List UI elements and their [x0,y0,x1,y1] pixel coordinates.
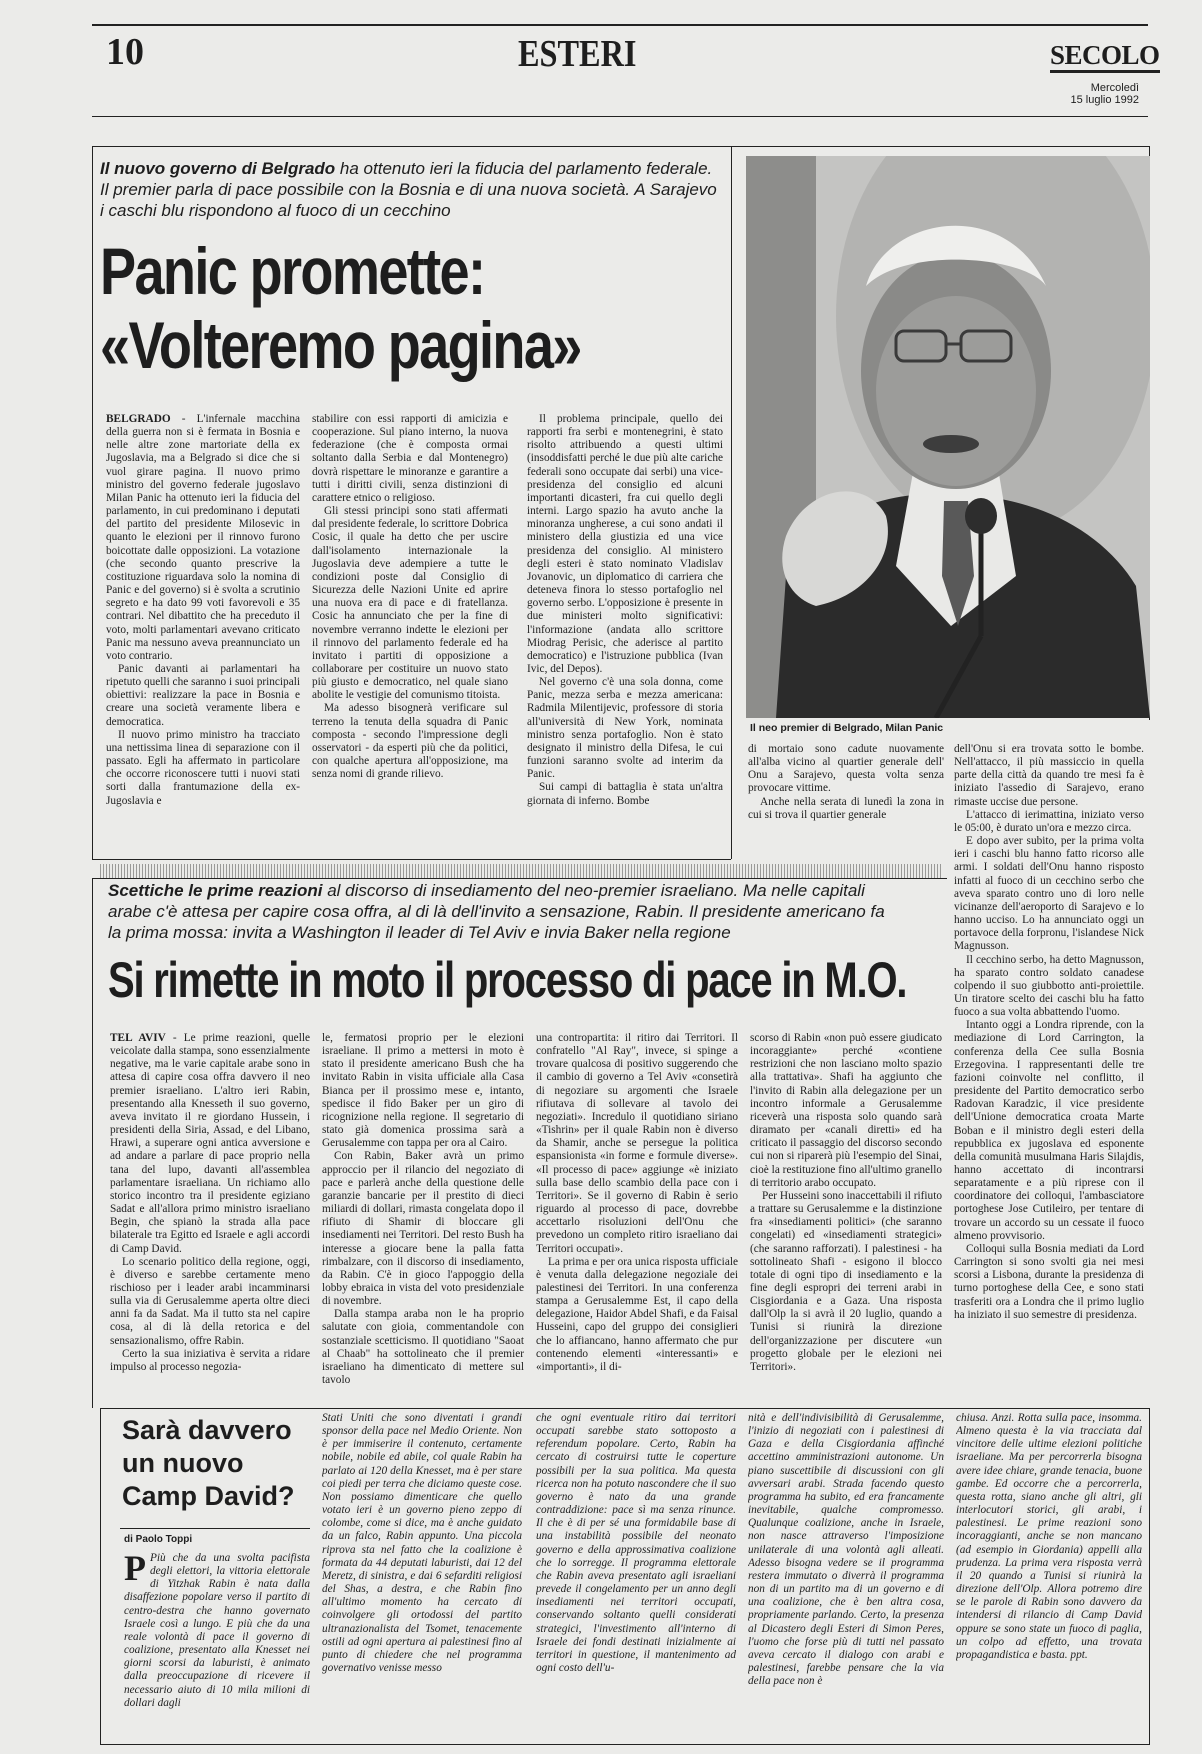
article1-col5-p5: Intanto oggi a Londra riprende, con la mediazione di Lord Carrington, la conferenza della Cee sulla Bosnia Erzegovina. I rappresentanti delle tre fazioni coinvolte nel conflitto, il presidente del Partito democratico serbo Radovan Karadzic, il vice presidente dell'Unione democratica croata Marte Boban e il ministro degli esteri della repubblica ex jugoslava ed esponente della comunità musulmana Haris Silajdis, hanno accettato di incontrarsi separatamente e a più riprese con il coordinatore dei colloqui, l'ambasciatore portoghese Jose Cutileiro, per tentare di trovare un accordo su un cessate il fuoco almeno provvisorio. [954,1019,1144,1242]
commentary-col3-text: che ogni eventuale ritiro dai territori occupati sarebbe stato sottoposto a referendum popolare. Certo, Rabin ha cercato di costruirsi tutte le coperture possibili per la sua politica. Ma questa ricerca non ha potuto nascondere che il suo governo è nato da una grande contraddizione: pace sì ma senza rinunce. Il che è di per sé una formidabile base di una instabilità possibile del neonato governo e della approssimativa coalizione che lo sorregge. Il programma elettorale che Rabin aveva presentato agli israeliani prevede il congelamento per un anno degli insediamenti nei territori occupati, conservando soltanto quelli considerati strategici, l'investimento all'interno di Israele dei fondi destinati inizialmente ai territori in questione, il mantenimento ad ogni costo dell'u- [536,1412,736,1674]
article1-col5-p4: Il cecchino serbo, ha detto Magnusson, ha sparato contro soldato canadese colpendo il suo giubbotto anti-proiettile. Un tiratore scelto dei caschi blu ha fatto fuoco a sua volta abbattendo l'uomo. [954,953,1144,1019]
article1-col5-p3: E dopo aver subito, per la prima volta ieri i caschi blu hanno fatto ricorso alle armi. I soldati dell'Onu hanno risposto infatti al fuoco di un cecchino serbo che aveva sparato contro uno di loro nelle vicinanze dell'aeroporto di Sarajevo e lo hanno ucciso. Lo ha annunciato oggi un portavoce della forpronu, l'islandese Nick Magnusson. [954,835,1144,953]
article2-col3-p2: La prima e per ora unica risposta ufficiale è venuta dalla delegazione negoziale dei palestinesi dei Territori. In una conferenza stampa a Gerusalemme Est, il capo della delegazione, Haidor Abdel Shafi, e da Faisal Husseini, capo del gruppo dei consiglieri che lo affiancano, hanno affermato che pur contenendo elementi «interessanti» e «importanti», il di- [536,1255,738,1373]
article1-col3-p2: Nel governo c'è una sola donna, come Panic, mezza serba e mezza americana: Radmila Milentijevic, professore di storia all'università di New York, nominata ministro senza portafoglio. Non è stato designato il ministro della Difesa, le cui funzioni saranno svolte ad interim da Panic. [527,676,723,781]
article2-column-2 [322,1032,524,1406]
article2-dateline: TEL AVIV [110,1032,166,1044]
commentary-frame-right [1149,1408,1150,1744]
article1-column-4 [748,743,944,853]
article1-column-2 [312,413,508,853]
issue-date: 15 luglio 1992 [1070,94,1139,106]
article1-col1-p1: L'infernale macchina della guerra non si è fermata in Bosnia e nelle altre zone martoriate della ex Jugoslavia, ma a Belgrado si dice che si vuol girare pagina. Il nuovo primo ministro del governo federale jugoslavo Milan Panic ha ottenuto ieri la fiducia del parlamento, in cui predominano i deputati del partito del presidente Milosevic in quanto le elezioni per il rinnovo furono boicottate dalle opposizioni. La votazione (che secondo quanto prescrive la costituzione riguardava solo la nomina di Panic e del governo) si è svolta a scrutinio segreto e ha dato 99 voti favorevoli e 35 contrari. Nel dibattito che ha preceduto il voto, molti parlamentari avevano criticato Panic ma nessuno aveva preannunciato un voto contrario. [106,413,300,662]
article2-col4-p2: Per Husseini sono inaccettabili il rifiuto a trattare su Gerusalemme e la distinzione fra «insediamenti politici» (che saranno congelati) ed «insediamenti strategici» (che saranno rafforzati). I palestinesi - ha sottolineato Shafi - esigono il blocco totale di ogni tipo di insediamento e la fine degli espropri dei terreni arabi in Cisgiordania e a Gaza. Una risposta dall'Olp la si avrà il 20 luglio, quando a Tunisi si riunirà la direzione dell'organizzazione per discutere «un progetto globale per le elezioni nei Territori». [750,1189,942,1373]
article2-col3-p1: una contropartita: il ritiro dai Territori. Il confratello "Al Ray", invece, si spinge a trovare qualcosa di positivo suggerendo che il cambio di governo a Tel Aviv «consetirà di negoziare su argomenti che Israele rifiutava di sollevare al tavolo dei negoziati». Incredulo il quotidiano siriano «Tishrin» per il quale Rabin non è diverso da Shamir, anche se persegue la politica espansionista «in forme e formule diverse». «Il processo di pace» aggiunge «è iniziato sulla base dello scambio della pace con i Territori». Se il governo di Rabin è serio riguardo al processo di pace, dovrebbe accettarlo risoluzioni dell'Onu che prevedono un completo ritiro israeliano dai Territori occupati». [536,1032,738,1255]
article1-kicker-text: ha ottenuto ieri la fiducia del parlamento federale. Il premier parla di pace possibile con la Bosnia e di una nuova società. A Sarajevo i caschi blu rispondono al fuoco di un cecchino [100,159,717,220]
article1-column-3 [527,413,723,853]
commentary-column-3 [536,1412,736,1738]
article1-headline [100,234,686,382]
article1-frame-inner [731,146,732,859]
article2-col1-p1: Le prime reazioni, quelle veicolate dalla stampa, sono essenzialmente negative, ma le varie capitale arabe sono in attesa di capire cosa offra davvero il neo premier israeliano. L'altro ieri Rabin, presentando alla Knesseth il suo governo, aveva invitato il re giordano Hussein, i presidenti della Siria, Assad, e del Libano, Hrawi, a superare ogni antica avversione e ad andare a parlare di pace proprio nella tana del lupo, davanti all'assemblea parlamentare israeliana. Un richiamo allo storico incontro tra il presidente egiziano Sadat e all'allora primo ministro israeliano Begin, che spianò la strada alla pace bilaterale tra Egitto ed Israele e agli accordi di Camp David. [110,1032,310,1255]
article2-kicker-bold: Scettiche le prime reazioni [108,881,323,900]
article2-column-4 [750,1032,942,1406]
article2-col2-p2: Con Rabin, Baker avrà un primo approccio per il rilancio del negoziato di pace e parlerà anche della questione delle garanzie bancarie per il prestito di dieci miliardi di dollari, rimasta congelata dopo il rifiuto di Shamir di bloccare gli insediamenti nei Territori. Del resto Bush ha interesse a giocare bene la palla fatta rimbalzare, con il discorso di insediamento, da Rabin. C'è in gioco l'appoggio della lobby ebraica in vista del voto presidenziale di novembre. [322,1150,524,1308]
commentary-headline: Sarà davvero un nuovo Camp David? [122,1415,295,1511]
article1-column-5 [954,743,1144,1403]
article1-col5-p6: Colloqui sulla Bosnia mediati da Lord Carrington si sono svolti gia nei mesi scorsi a Lisbona, durante la presidenza di turno portoghese della Cee, e sono stati trasferiti ora a Londra che il primo luglio ha iniziato il suo semestre di presidenza. [954,1242,1144,1321]
panic-portrait-illustration [746,156,1150,718]
article2-col2-p3: Dalla stampa araba non le ha proprio salutate con gioia, commentandole con sostanziale scetticismo. Il quotidiano "Saoat al Chaab" ha sottolineato che il premier israeliano ha dimenticato di mettere sul tavolo [322,1308,524,1387]
article2-hatch-band [100,864,942,878]
commentary-frame-bottom [100,1744,1150,1745]
article2-frame-left [92,878,93,1408]
article2-frame-top [92,878,947,879]
commentary-frame-top [100,1408,1150,1409]
article1-col2-p3: Ma adesso bisognerà verificare sul terreno la tenuta della squadra di Panic composta - secondo l'impressione degli osservatori - da esperti più che da politici, con qualche apertura all'opposizione, ma senza nomi di grande rilievo. [312,702,508,781]
article1-col5-p2: L'attacco di ierimattina, iniziato verso le 05:00, è durato un'ora e mezzo circa. [954,808,1144,834]
article2-col1-p3: Certo la sua iniziativa è servita a ridare impulso al processo negozia- [110,1347,310,1373]
newspaper-name: SECOLO [1050,40,1160,73]
article1-col3-p1: Il problema principale, quello dei rapporti fra serbi e montenegrini, è stato risolto attribuendo a questi ultimi (insoddisfatti perché le due più alte cariche federali sono occupate dai serbi) una vice-presidenza del consiglio ed alcuni importanti dicasteri, fra cui quello degli interni. Largo spazio ha avuto anche la minoranza ungherese, a cui sono andati il ministero della giustizia ed una vice presidenza del consiglio. Al ministero degli esteri è stato nominato Vladislav Jovanovic, un diplomatico di carriera che deteneva finora lo stesso portafoglio nel governo serbo. L'opposizione è presente in due ministeri molto significativi: l'informazione (andata allo scrittore Miodrag Perisic, che aderisce al partito democratico) e l'istruzione pubblica (Ivan Ivic, del Depos). [527,413,723,675]
article1-headline-line2: «Volteremo pagina» [100,308,581,382]
article1-frame-left [92,146,93,859]
article1-kicker-bold: Il nuovo governo di Belgrado [100,159,336,178]
newspaper-logo [1050,40,1160,71]
commentary-column-1 [124,1552,310,1738]
article1-col3-p3: Sui campi di battaglia è stata un'altra giornata di inferno. Bombe [527,781,723,807]
article1-col4-p1: di mortaio sono cadute nuovamente all'alba vicino al quartier generale dell' Onu a Sarajevo, questa volta senza provocare vittime. [748,743,944,795]
article1-headline-line1: Panic promette: [100,234,485,308]
article1-col5-p1: dell'Onu si era trovata sotto le bombe. Nell'attacco, il più massiccio in quella parte della città da quando tre mesi fa è iniziato l'assedio di Sarajevo, erano rimaste uccise due persone. [954,743,1144,808]
article2-column-3 [536,1032,738,1406]
article1-kicker [100,158,720,221]
issue-day: Mercoledì [1090,82,1139,94]
photo-caption: Il neo premier di Belgrado, Milan Panic [750,722,944,734]
article1-col2-p1: stabilire con essi rapporti di amicizia e cooperazione. Sul piano interno, la nuova federazione (che è composta ormai soltanto dalla Serbia e dal Montenegro) dovrà rispettare le minoranze e garantire a tutti i diritti civili, senza distinzioni di carattere etnico o religioso. [312,413,508,504]
section-title: ESTERI [518,33,637,75]
article1-col4-p2: Anche nella serata di lunedì la zona in cui si trova il quartier generale [748,795,944,821]
article2-col1-p2: Lo scenario politico della regione, oggi, è diverso e sarebbe certamente meno rischioso per i leader arabi incamminarsi sulla via di Gerusalemme aperta oltre dieci anni fa da Sadat. Ma il tutto sta nel capire cosa, al di là della retorica e del sensazionalismo, offre Rabin. [110,1255,310,1347]
panic-photo [746,156,1150,718]
masthead-rule [92,116,1148,117]
commentary-column-2 [322,1412,522,1738]
article1-dateline: BELGRADO [106,413,171,425]
article1-col1-p2: Panic davanti ai parlamentari ha ripetuto quelli che saranno i suoi principali obiettivi: realizzare la pace in Bosnia e creare una società veramente libera e democratica. [106,662,300,728]
article2-column-1: TEL AVIV - Le prime reazioni, quelle veicolate dalla stampa, sono essenzialmente negative, ma le varie capitale arabe sono in attesa di capire cosa offra davvero il neo premier israeliano. L'altro ieri Rabin, presentando alla Knesseth il suo governo, aveva invitato il re giordano Hussein, i presidenti della Siria, Assad, e del Libano, Hrawi, a superare ogni antica avversione e ad andare a parlare di pace proprio nella tana del lupo, davanti all'assemblea parlamentare israeliana. Un richiamo allo storico incontro tra il presidente egiziano Sadat e all'allora primo ministro israeliano Begin, che spianò la strada alla pace bilaterale tra Egitto ed Israele e agli accordi di Camp David. Lo scenario politico della regione, oggi, è diverso e sarebbe certamente meno rischioso per i leader arabi incamminarsi sulla via di Gerusalemme aperta oltre dieci anni fa da Sadat. Ma il tutto sta nel capire cosa, al di là della retorica e del sensazionalismo, offre Rabin. Certo la sua iniziativa è servita a ridare impulso al processo negozia- [110,1032,310,1373]
article2-headline: Si rimette in moto il processo di pace in M.O. [108,952,907,1008]
article1-frame-top [92,146,1150,147]
article1-frame-bottom [92,859,731,860]
commentary-col1-text: Più che da una svolta pacifista degli elettori, la vittoria elettorale di Yitzhak Rabin è nata dalla disaffezione popolare verso il partito di centro-destra che hanno governato Israele così a lungo. E più che da una reale volontà di pace il governo di coalizione, presentato alla Knesset nei giorni scorsi da laburisti, è animato dalla preoccupazione di ricevere il necessario aiuto di 10 mila milioni di dollari dagli [124,1552,310,1709]
commentary-byline: di Paolo Toppi [124,1534,193,1545]
article2-col4-p1: scorso di Rabin «non può essere giudicato incoraggiante» perché «contiene restrizioni che non lasciano molto spazio alla trattativa». Shafi ha aggiunto che l'invito di Rabin alla delegazione per un incontro informale a Gerusalemme riceverà una risposta solo quando sarà diramato per «canali diretti» ed ha criticato il passaggio del discorso secondo cui non si riparerà più l'esempio del Sinai, cioè la restituzione fino all'ultimo granello di territorio arabo occupato. [750,1032,942,1189]
article2-kicker-text: al discorso di insediamento del neo-premier israeliano. Ma nelle capitali arabe c'è attesa per capire cosa offra, al di là dell'invito a sensazione, Rabin. Il presidente americano fa la prima mossa: invita a Washington il leader di Tel Aviv e invia Baker nella regione [108,881,885,942]
commentary-col4-text: nità e dell'indivisibilità di Gerusalemme, l'inizio di negoziati con i palestinesi di Gaza e della Cisgiordania affinché accettino amministrazioni autonome. Un piano suscettibile di discussioni con gli avversari arabi. Strada facendo questo programma ha subito, ed era francamente inevitabile, qualche compromesso. Qualunque coalizione, anche in Israele, non nasce attraverso l'imposizione unilaterale di una volontà agli alleati. Adesso bisogna vedere se il programma restera immutato o diverrà il programma non di un partito ma di un governo e di una coalizione, che è ben altra cosa, propriamente parlando. Certo, la presenza al Dicastero degli Esteri di Simon Peres, l'uomo che forse più di tutti nel passato aveva cercato il dialogo con arabi e palestinesi, farebbe pensare che la via della pace non è [748,1412,944,1688]
page-number: 10 [106,31,144,73]
top-rule [92,24,1148,26]
commentary-col5-text: chiusa. Anzi. Rotta sulla pace, insomma. Almeno questa è la via tracciata dal vincitore delle ultime elezioni politiche israeliane. Ma per percorrerla bisogna avere idee chiare, grande tenacia, buone gambe. Ed occorre che a percorrerla, questa rotta, siano anche gli altri, gli interlocutori storici, gli arabi, i palestinesi. Le prime reazioni sono incoraggianti, anche se non mancano (ad esempio in Giordania) appelli alla prudenza. La prima vera risposta verrà il 20 quando a Tunisi si riunirà la direzione dell'Olp. Allora potremo dire se le parole di Rabin sono davvero da intendersi di rilancio di Camp David oppure se sono state un fuoco di paglia, un colpo ad effetto, una trovata propagandistica e basta. ppt. [956,1412,1142,1661]
article1-column-1: BELGRADO - L'infernale macchina della guerra non si è fermata in Bosnia e nelle altre zone martoriate della ex Jugoslavia, ma a Belgrado si dice che si vuol girare pagina. Il nuovo primo ministro del governo federale jugoslavo Milan Panic ha ottenuto ieri la fiducia del parlamento, in cui predominano i deputati del partito del presidente Milosevic in quanto le elezioni per il rinnovo furono boicottate dalle opposizioni. La votazione (che secondo quanto prescrive la costituzione riguardava solo la nomina di Panic e del governo) si è svolta a scrutinio segreto e ha dato 99 voti favorevoli e 35 contrari. Nel dibattito che ha preceduto il voto, molti parlamentari avevano criticato Panic ma nessuno aveva preannunciato un voto contrario. Panic davanti ai parlamentari ha ripetuto quelli che saranno i suoi principali obiettivi: realizzare la pace in Bosnia e creare una società veramente libera e democratica. Il nuovo primo ministro ha tracciato una nettissima linea di separazione con il passato. Egli ha affermato in particolare che occorre riconoscere tutti i nuovi stati sorti dalla frantumazione della ex-Jugoslavia e [106,413,300,807]
commentary-byline-rule [120,1528,310,1529]
article1-col2-p2: Gli stessi principi sono stati affermati dal presidente federale, lo scrittore Dobrica Cosic, il quale ha detto che per uscire dall'isolamento internazionale la Jugoslavia deve adempiere a tutte le condizioni poste dal Consiglio di Sicurezza delle Nazioni Unite ed aprire una nuova era di pace e di fratellanza. Cosic ha annunciato che per la fine di novembre verranno indette le elezioni per il rinnovo del parlamento federale ed ha invitato i partiti di opposizione a collaborare per costituire un nuovo stato più giusto e democratico, nel quale siano abolite le vestigie del comunismo titoista. [312,505,508,702]
commentary-col2-text: Stati Uniti che sono diventati i grandi sponsor della pace nel Medio Oriente. Non è per immiserire il contenuto, certamente nobile, nobile ed abile, col quale Rabin ha parlato ai 120 della Knesset, ma è per stare coi piedi per terra che diciamo queste cose. Non possiamo dimenticare che quello votato ieri è un governo pieno zeppo di colombe, come si dice, ma è anche guidato da un falco, Rabin appunto. Una piccola riprova sta nel fatto che la coalizione è formata da 44 deputati laburisti, dai 12 del Meretz, di sinistra, e dai 6 sefarditi religiosi del Shas, a destra, e che Rabin fino all'ultimo momento ha cercato di coinvolgere gli ortodossi del partito ultranazionalista del Tsomet, tenacemente ostili ad ogni apertura ai palestinesi fino al punto di chiedere che nel programma governativo venisse messo [322,1412,522,1674]
commentary-frame-left [100,1408,101,1744]
commentary-dropcap: P [124,1552,146,1588]
article1-col1-p3: Il nuovo primo ministro ha tracciato una nettissima linea di separazione con il passato. Egli ha affermato in particolare che occorre riconoscere tutti i nuovi stati sorti dalla frantumazione della ex-Jugoslavia e [106,728,300,807]
article2-kicker [108,880,888,943]
commentary-column-5 [956,1412,1142,1738]
article2-col2-p1: le, fermatosi proprio per le elezioni israeliane. Il primo a mettersi in moto è stato il presidente americano Bush che ha invitato Rabin in visita ufficiale alla Casa Bianca per il prossimo mese e, intanto, spedisce il fido Baker per un giro di ricognizione nella regione. Il segretario di stato già domenica prossima sarà a Gerusalemme con tappa per ora al Cairo. [322,1032,524,1150]
commentary-column-4 [748,1412,944,1738]
